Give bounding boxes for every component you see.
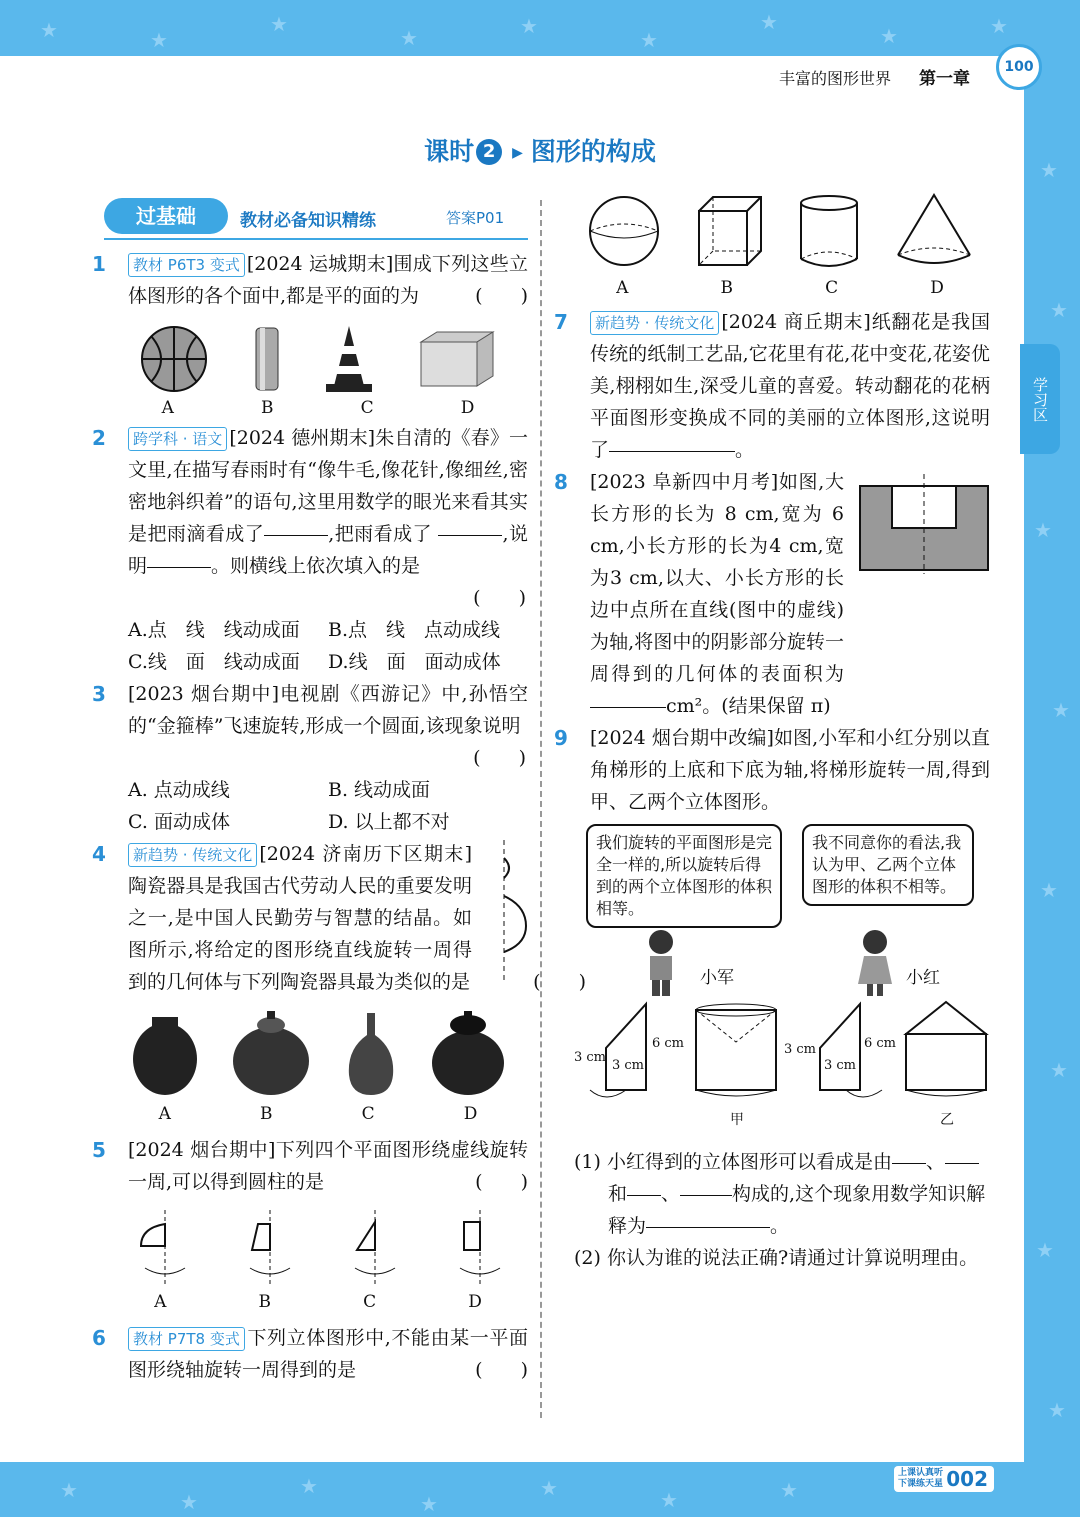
q9-illustration	[570, 818, 990, 1146]
question-1: 1 教材 P6T3 变式 [2024 运城期末]围成下列这些立体图形的各个面中,都是平的面的为 ( )	[92, 252, 528, 307]
decorative-star-icon: ★	[40, 18, 58, 42]
dim-label: 3 cm	[824, 1058, 857, 1073]
decorative-star-icon: ★	[540, 1476, 558, 1500]
cylinder-image	[252, 324, 282, 394]
left-column	[92, 248, 586, 1386]
decorative-star-icon: ★	[1034, 518, 1052, 542]
chapter-label: 第一章	[919, 69, 970, 89]
decorative-star-icon: ★	[180, 1490, 198, 1514]
running-header	[779, 64, 970, 89]
question-7: 7 新趋势 · 传统文化 [2024 商丘期末]纸翻花是我国传统的纸制工艺品,它花里有花,花中变花,花姿优美,栩栩如生,深受儿童的喜爱。转动翻花的花柄平面图形变换成不同的美丽的立体图形,这说明了 。	[554, 310, 990, 461]
question-4: 4 新趋势 · 传统文化 [2024 济南历下区期末]陶瓷器具是我国古代劳动人民的重要发明之一,是中国人民勤劳与智慧的结晶。如图所示,将给定的图形绕直线旋转一周得到的几何体与下列陶瓷器具最为类似的是 ( )	[92, 842, 586, 993]
decorative-star-icon: ★	[60, 1478, 78, 1502]
q3-options: A. 点动成线 B. 线动成面 C. 面动成体 D. 以上都不对	[128, 779, 450, 833]
question-5: 5 [2024 烟台期中]下列四个平面图形绕虚线旋转一周,可以得到圆柱的是 ( )	[92, 1138, 528, 1193]
speech-bubble-left: 我们旋转的平面图形是完全一样的,所以旋转后得到的两个立体图形的体积相等。	[586, 824, 782, 928]
speech-bubble-right: 我不同意你的看法,我认为甲、乙两个立体图形的体积不相等。	[802, 824, 974, 906]
basketball-image	[139, 324, 209, 394]
question-8: 8 [2023 阜新四中月考]如图,大长方形的长为 8 cm,宽为 6 cm,小长方形的长为4 cm,宽为3 cm,以大、小长方形的长边中点所在直线(图中的虚线)为轴,将图中的阴影部分旋转一周得到的几何体的表面积为cm²。(结果保留 π)	[570, 466, 990, 722]
question-3: 3 [2023 烟台期中]电视剧《西游记》中,孙悟空的“金箍棒”飞速旋转,形成一个圆面,该现象说明 ( ) A. 点动成线 B. 线动成面 C. 面动成体 D. 以上都不对	[108, 678, 528, 838]
question-6: 6 教材 P7T8 变式 下列立体图形中,不能由某一平面图形绕轴旋转一周得到的是 ( )	[92, 1326, 528, 1381]
jar-d-image	[430, 1011, 506, 1097]
q1-labels: A B C D	[161, 398, 475, 418]
decorative-star-icon: ★	[400, 26, 418, 50]
cube-image	[695, 193, 765, 269]
boy-label: 小军	[700, 968, 734, 988]
question-2: 2 跨学科 · 语文 [2024 德州期末]朱自清的《春》一文里,在描写春雨时有“像牛毛,像花针,像细丝,密密地斜织着”的语句,这里用数学的眼光来看其实是把雨滴看成了 ,把雨看成了 ,说明 。则横线上依次填入的是 ( ) A.点 线 线动成面 B.点 线 点动成线 C.线 面 线动成面 D.线 面 面动成体	[108, 422, 528, 678]
jar-b-image	[231, 1011, 311, 1097]
column-divider	[540, 200, 542, 1418]
decorative-star-icon: ★	[150, 28, 168, 52]
dim-label: 3 cm	[784, 1042, 817, 1057]
decorative-star-icon: ★	[880, 24, 898, 48]
side-tab: 学习区	[1020, 344, 1060, 454]
tag: 新趋势 · 传统文化	[590, 311, 719, 335]
answer-ref: 答案P01	[446, 209, 505, 227]
dim-label: 6 cm	[652, 1036, 685, 1051]
section-subtitle: 教材必备知识精练	[240, 211, 376, 231]
q5-labels: A B C D	[154, 1292, 482, 1312]
q6-labels: A B C D	[616, 278, 944, 298]
decorative-star-icon: ★	[660, 1488, 678, 1512]
q4-labels: A B C D	[158, 1104, 478, 1124]
section-badge: 过基础	[104, 198, 228, 234]
lesson-number: 2	[476, 139, 502, 165]
dim-label: 3 cm	[612, 1058, 645, 1073]
question-9: 9 [2024 烟台期中改编]如图,小军和小红分别以直角梯形的上底和下底为轴,将梯形旋转一周,得到甲、乙两个立体图形。	[554, 726, 990, 813]
decorative-star-icon: ★	[640, 28, 658, 52]
q4-figures	[108, 1006, 528, 1102]
mascot-logo: 100	[996, 44, 1042, 90]
q5-shape-d	[446, 1210, 506, 1286]
q5-shape-b	[236, 1210, 296, 1286]
book-title: 丰富的图形世界	[778, 69, 891, 88]
tag: 教材 P7T8 变式	[128, 1327, 245, 1351]
q4-rotation-figure	[484, 840, 530, 980]
decorative-star-icon: ★	[1040, 878, 1058, 902]
decorative-star-icon: ★	[420, 1492, 438, 1516]
decorative-star-icon: ★	[1036, 1238, 1054, 1262]
q6-figures	[570, 186, 990, 276]
tag: 教材 P6T3 变式	[128, 253, 245, 277]
figure-label: 甲	[730, 1112, 744, 1128]
vase-c-image	[343, 1011, 399, 1097]
decorative-star-icon: ★	[300, 1474, 318, 1498]
q8-rectangle-figure	[858, 474, 990, 574]
girl-label: 小红	[906, 968, 940, 988]
decorative-star-icon: ★	[1050, 298, 1068, 322]
arrow-icon: ▶	[512, 145, 523, 161]
decorative-star-icon: ★	[1040, 158, 1058, 182]
figure-label: 乙	[940, 1112, 954, 1128]
cylinder-shape-image	[797, 193, 861, 269]
q9-subquestions: (1) 小红得到的立体图形可以看成是由 、 和 、 构成的,这个现象用数学知识解释为 。 (2) 你认为谁的说法正确?请通过计算说明理由。	[574, 1151, 986, 1269]
dim-label: 6 cm	[864, 1036, 897, 1051]
traffic-cone-image	[324, 324, 374, 394]
section-header	[104, 198, 528, 244]
decorative-star-icon: ★	[760, 10, 778, 34]
q5-figures	[108, 1206, 528, 1290]
decorative-star-icon: ★	[1050, 1058, 1068, 1082]
q5-shape-a	[131, 1210, 191, 1286]
jar-a-image	[130, 1011, 200, 1097]
page-number: 002	[946, 1467, 988, 1491]
tag: 新趋势 · 传统文化	[128, 843, 257, 867]
q1-figures	[108, 322, 528, 396]
girl-icon	[850, 928, 900, 998]
box-image	[417, 328, 497, 390]
dim-label: 3 cm	[574, 1050, 607, 1065]
tag: 跨学科 · 语文	[128, 427, 227, 451]
decorative-star-icon: ★	[1052, 698, 1070, 722]
page-footer: 上课认真听 下课练天星 002	[894, 1466, 994, 1492]
decorative-star-icon: ★	[990, 14, 1008, 38]
q2-options: A.点 线 线动成面 B.点 线 点动成线 C.线 面 线动成面 D.线 面 面动成体	[128, 619, 501, 673]
decorative-star-icon: ★	[1048, 1398, 1066, 1422]
boy-icon	[636, 928, 686, 998]
page-title: 课时 2 ▶ 图形的构成	[424, 137, 656, 166]
right-column	[554, 186, 990, 1274]
decorative-star-icon: ★	[520, 14, 538, 38]
q5-shape-c	[341, 1210, 401, 1286]
sphere-image	[586, 193, 662, 269]
decorative-star-icon: ★	[270, 12, 288, 36]
cone-image	[894, 191, 974, 271]
decorative-star-icon: ★	[780, 1478, 798, 1502]
